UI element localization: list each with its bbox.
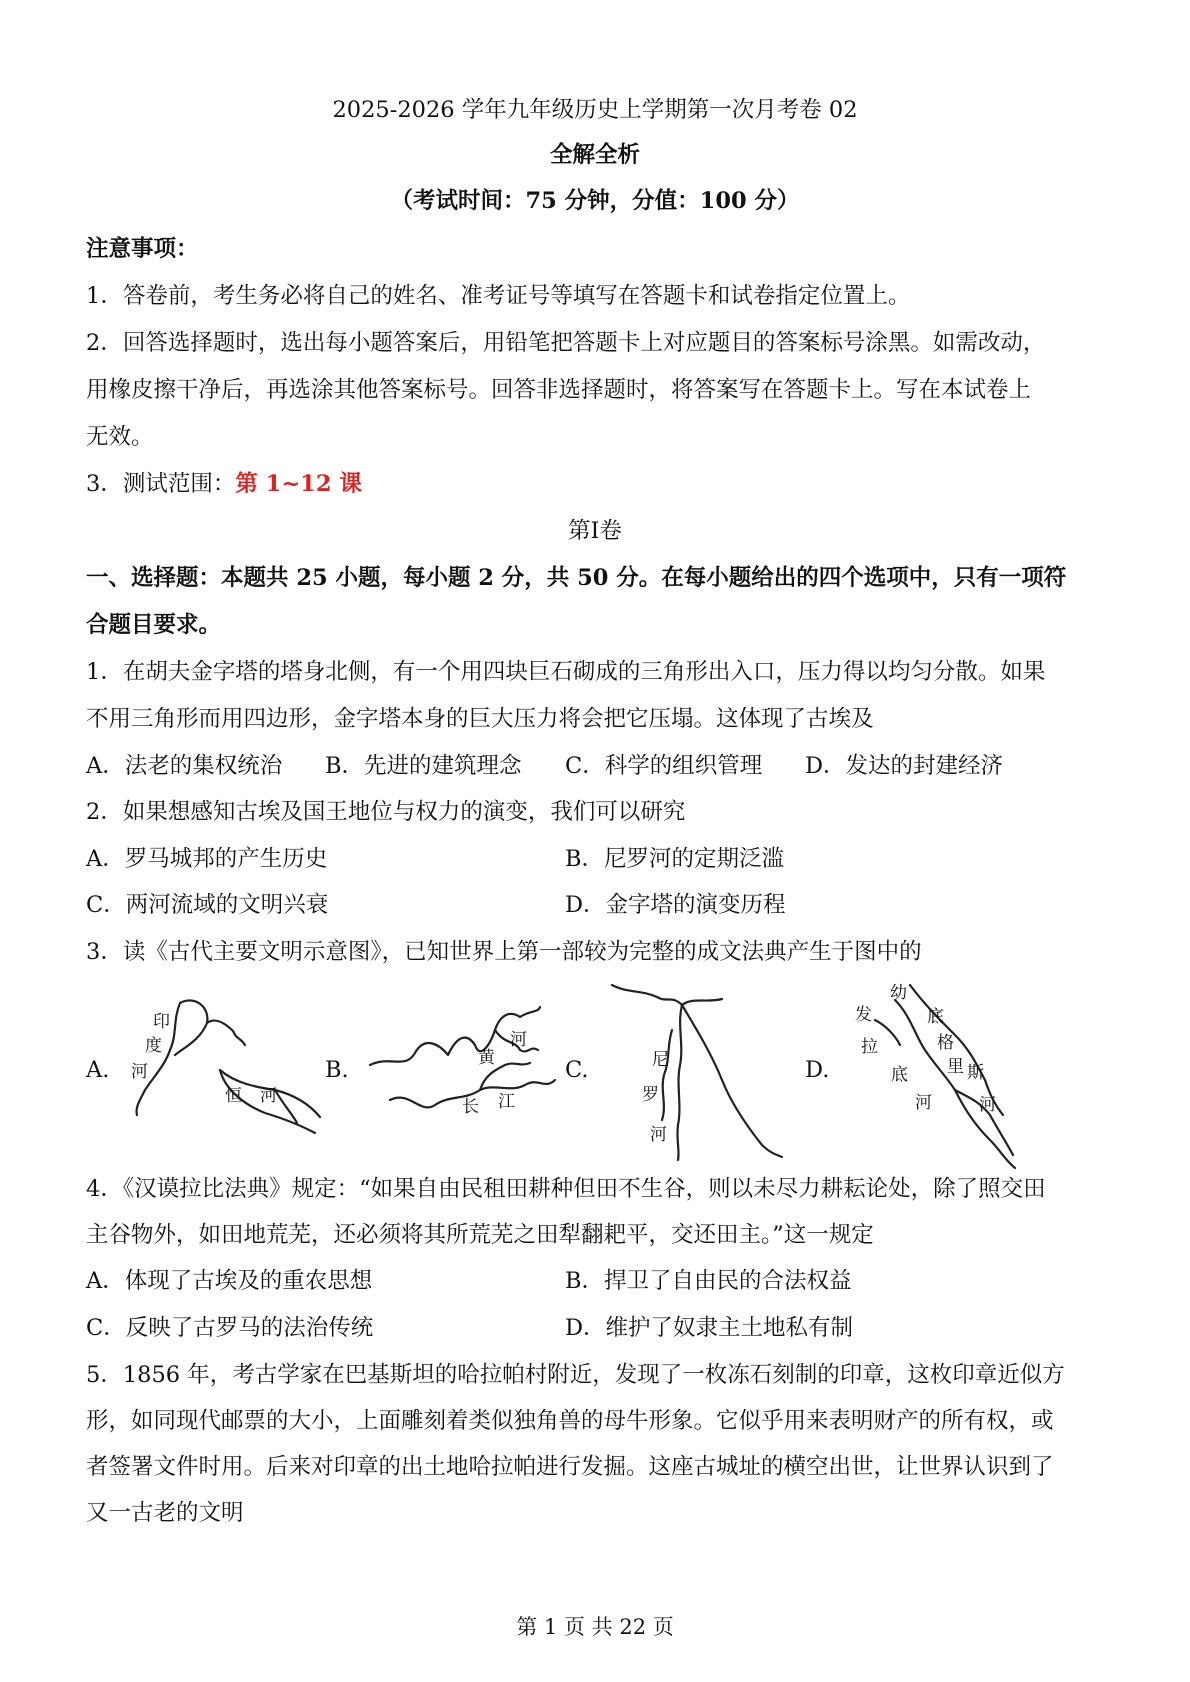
q5-stem-line-3: 者签署文件时用。后来对印章的出土地哈拉帕进行发掘。这座古城址的横空出世，让世界认识到了 — [86, 1454, 1054, 1480]
section-intro-line-2: 合题目要求。 — [86, 612, 222, 638]
map-b-label-1: 黄 — [478, 1048, 495, 1068]
map-yellow-yangtze — [370, 1005, 560, 1125]
map-c-label-1: 尼 — [652, 1050, 669, 1070]
map-d-label-10: 河 — [979, 1095, 996, 1115]
map-b-label-2: 河 — [510, 1030, 527, 1050]
q3-option-b: B. — [325, 1057, 349, 1083]
q2-option-d: D．金字塔的演变历程 — [565, 892, 786, 918]
page-number: 第 1 页 共 22 页 — [516, 1615, 674, 1639]
q1-stem-line-2: 不用三角形而用四边形，金字塔本身的巨大压力将会把它压塌。这体现了古埃及 — [86, 706, 874, 732]
q1-option-b: B．先进的建筑理念 — [325, 753, 522, 779]
q5-stem-line-4: 又一古老的文明 — [86, 1500, 244, 1526]
volume-label: 第Ⅰ卷 — [568, 518, 622, 544]
test-range: 第 1~12 课 — [235, 471, 362, 497]
map-d-label-1: 幼 — [890, 983, 907, 1003]
map-d-label-3: 拉 — [861, 1037, 878, 1057]
q2-option-b: B．尼罗河的定期泛滥 — [565, 846, 785, 872]
q2-option-c: C．两河流域的文明兴衰 — [86, 892, 329, 918]
q4-option-d: D．维护了奴隶主土地私有制 — [565, 1315, 854, 1341]
map-a-label-1: 印 — [153, 1012, 170, 1032]
notes-item-3 — [86, 469, 362, 499]
map-a-label-3: 河 — [131, 1062, 148, 1082]
map-d-label-9: 河 — [915, 1093, 932, 1113]
q4-option-c: C．反映了古罗马的法治传统 — [86, 1315, 374, 1341]
map-b-label-4: 江 — [498, 1092, 515, 1112]
q2-option-a: A．罗马城邦的产生历史 — [86, 846, 328, 872]
q4-stem-line-2: 主谷物外，如田地荒芜，还必须将其所荒芜之田犁翻耙平，交还田主。”这一规定 — [86, 1222, 874, 1248]
q5-stem-line-1: 5．1856 年，考古学家在巴基斯坦的哈拉帕村附近，发现了一枚冻石刻制的印章，这枚印章近似方 — [86, 1362, 1065, 1388]
section-intro-line-1: 一、选择题：本题共 25 小题，每小题 2 分，共 50 分。在每小题给出的四个选项中，只有一项符 — [86, 565, 1067, 591]
map-a-label-2: 度 — [145, 1036, 162, 1056]
notes-item-2-line-1: 2．回答选择题时，选出每小题答案后，用铅笔把答题卡上对应题目的答案标号涂黑。如需改动， — [86, 330, 1046, 356]
map-c-label-2: 罗 — [642, 1085, 659, 1105]
q3-option-d: D. — [805, 1057, 830, 1083]
map-d-label-7: 斯 — [967, 1063, 984, 1083]
map-nile — [612, 985, 792, 1160]
map-d-label-2: 发 — [855, 1005, 872, 1025]
exam-title: 2025-2026 学年九年级历史上学期第一次月考卷 02 — [332, 97, 858, 123]
q1-option-c: C．科学的组织管理 — [565, 753, 763, 779]
q4-option-b: B．捍卫了自由民的合法权益 — [565, 1268, 852, 1294]
q3-option-c: C. — [565, 1057, 589, 1083]
map-indus-ganges — [125, 995, 325, 1135]
q5-stem-line-2: 形，如同现代邮票的大小，上面雕刻着类似独角兽的母牛形象。它似乎用来表明财产的所有权，或 — [86, 1408, 1054, 1434]
map-d-label-6: 里 — [947, 1057, 964, 1077]
q4-option-a: A．体现了古埃及的重农思想 — [86, 1268, 373, 1294]
q3-stem: 3．读《古代主要文明示意图》，已知世界上第一部较为完整的成文法典产生于图中的 — [86, 939, 922, 965]
map-d-label-5: 格 — [937, 1033, 954, 1053]
q1-option-a: A．法老的集权统治 — [86, 753, 283, 779]
q2-stem: 2．如果想感知古埃及国王地位与权力的演变，我们可以研究 — [86, 799, 686, 825]
notes-item-2-line-3: 无效。 — [86, 424, 154, 450]
q1-stem-line-1: 1．在胡夫金字塔的塔身北侧，有一个用四块巨石砌成的三角形出入口，压力得以均匀分散。如果 — [86, 659, 1046, 685]
q3-option-a: A. — [86, 1057, 110, 1083]
map-b-label-3: 长 — [462, 1097, 479, 1117]
map-a-label-4: 恒 — [225, 1086, 242, 1106]
q4-stem-line-1: 4．《汉谟拉比法典》规定：“如果自由民租田耕种但田不生谷，则以未尽力耕耘论处，除了照交田 — [86, 1176, 1046, 1202]
notes-heading: 注意事项： — [86, 236, 199, 262]
map-a-label-5: 河 — [260, 1086, 277, 1106]
notes-item-1: 1．答卷前，考生务必将自己的姓名、准考证号等填写在答题卡和试卷指定位置上。 — [86, 283, 911, 309]
map-euphrates-tigris — [855, 980, 1035, 1170]
exam-subtitle: 全解全析 — [549, 142, 640, 168]
map-d-label-8: 底 — [891, 1065, 908, 1085]
notes-item-2-line-2: 用橡皮擦干净后，再选涂其他答案标号。回答非选择题时，将答案写在答题卡上。写在本试卷上 — [86, 377, 1032, 403]
exam-info: （考试时间：75 分钟，分值：100 分） — [390, 188, 800, 214]
map-d-label-4: 底 — [927, 1007, 944, 1027]
notes-item-3-prefix: 3．测试范围： — [86, 471, 236, 497]
map-c-label-3: 河 — [650, 1125, 667, 1145]
q1-option-d: D．发达的封建经济 — [805, 753, 1004, 779]
